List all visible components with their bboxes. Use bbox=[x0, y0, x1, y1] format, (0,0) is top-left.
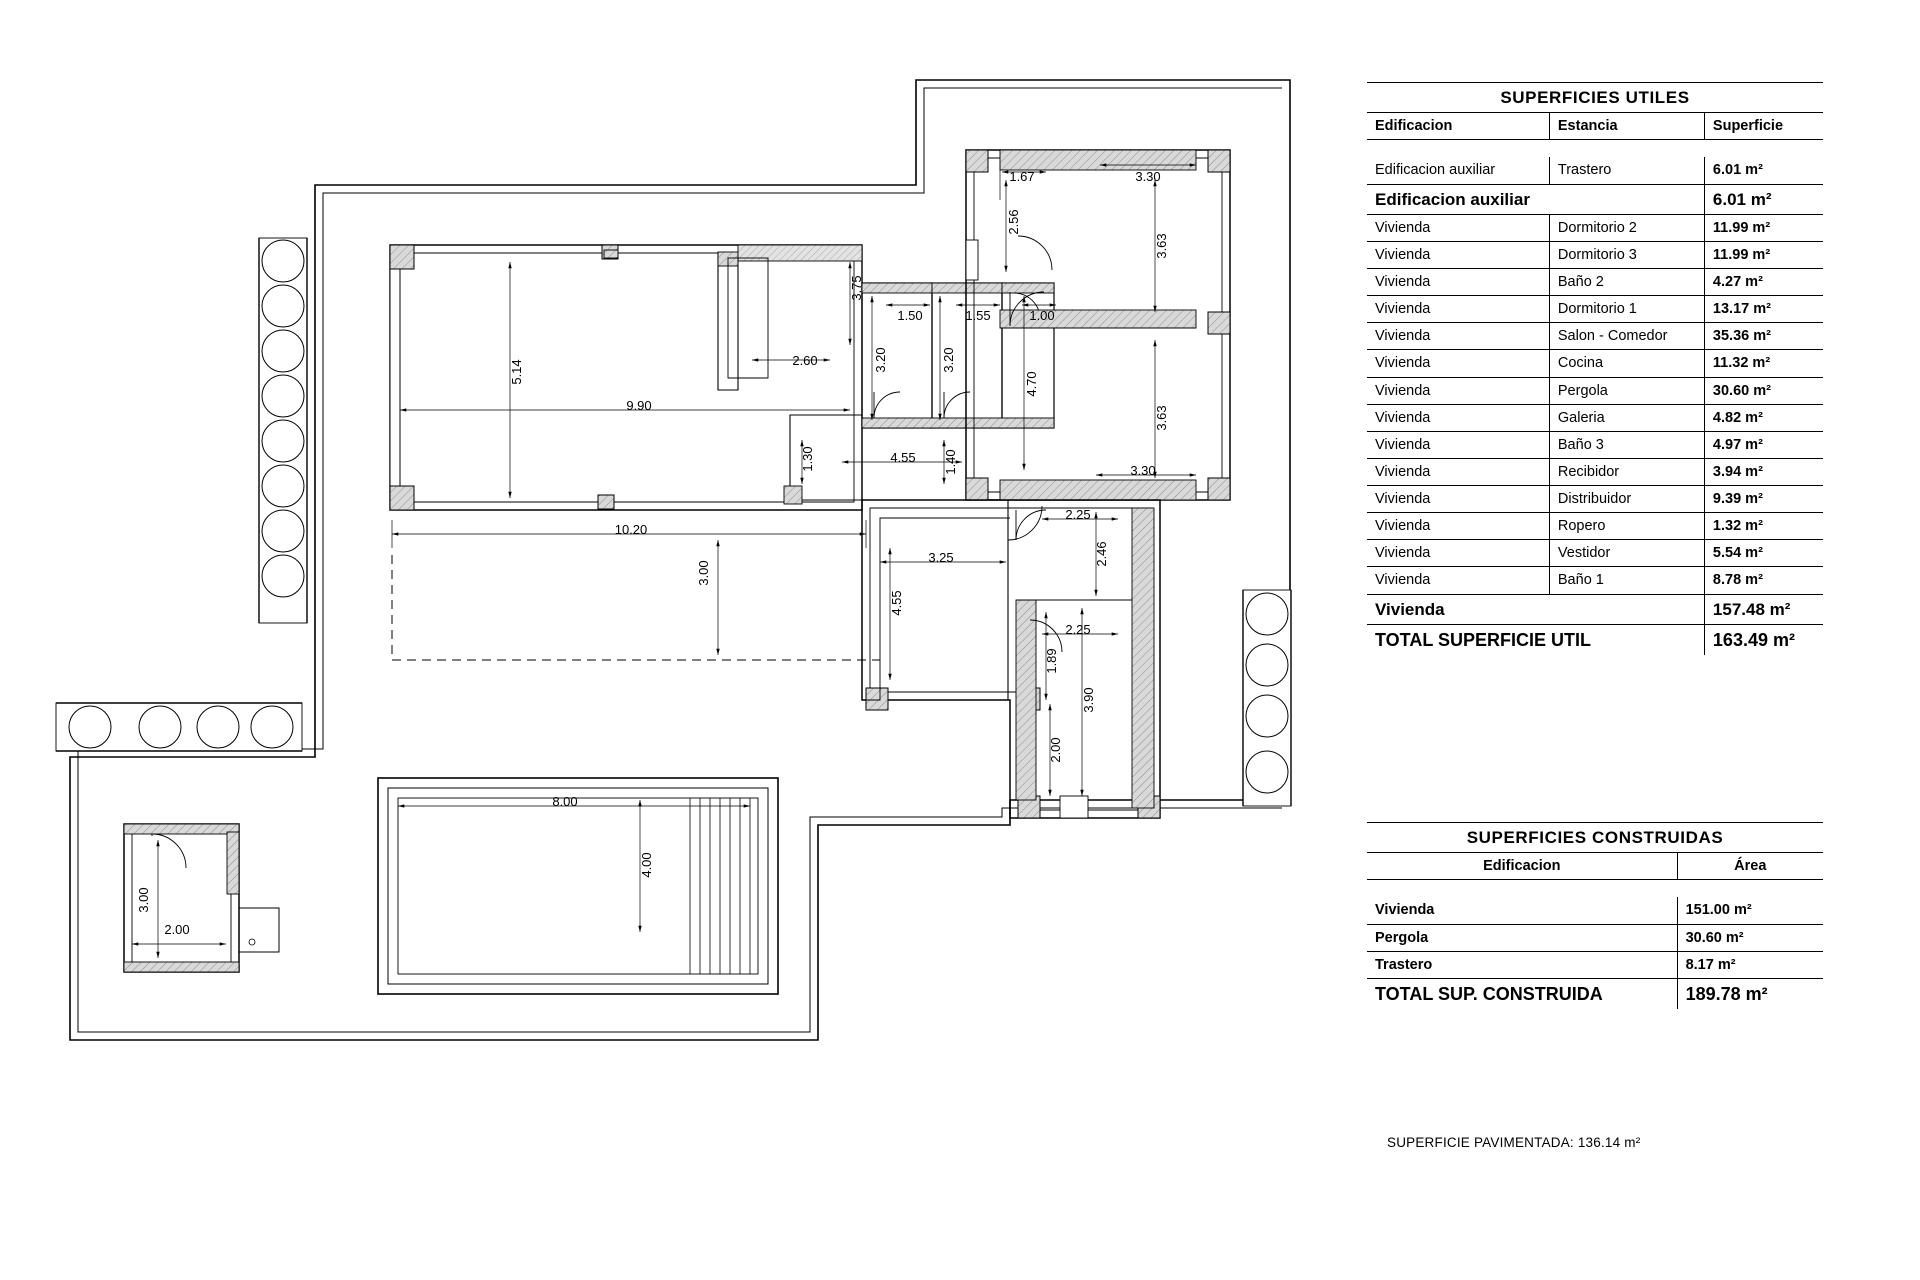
cell-estancia: Trastero bbox=[1549, 157, 1704, 184]
table-row bbox=[1367, 567, 1823, 594]
dimension-label: 2.60 bbox=[792, 353, 818, 368]
table-row bbox=[1367, 513, 1823, 540]
subtotal-row-vivienda bbox=[1367, 594, 1823, 624]
dimension-label: 2.00 bbox=[164, 922, 190, 937]
cell-estancia: Ropero bbox=[1549, 513, 1704, 540]
cell-edificacion: Vivienda bbox=[1367, 214, 1549, 241]
dimension-label: 1.50 bbox=[897, 308, 923, 323]
dimension-label: 8.00 bbox=[552, 794, 578, 809]
total-construidas-value: 189.78 m² bbox=[1677, 978, 1823, 1009]
cell-edificacion: Trastero bbox=[1367, 951, 1677, 978]
subtotal-vivienda-label: Vivienda bbox=[1367, 594, 1704, 624]
cell-estancia: Galeria bbox=[1549, 404, 1704, 431]
cell-edificacion: Vivienda bbox=[1367, 241, 1549, 268]
cell-estancia: Pergola bbox=[1549, 377, 1704, 404]
dimension-label: 4.55 bbox=[890, 450, 916, 465]
table-row bbox=[1367, 951, 1823, 978]
dimension-label: 1.30 bbox=[800, 446, 815, 472]
cell-superficie: 4.27 m² bbox=[1704, 269, 1823, 296]
cell-estancia: Baño 2 bbox=[1549, 269, 1704, 296]
cell-estancia: Vestidor bbox=[1549, 540, 1704, 567]
dimension-label: 4.70 bbox=[1024, 371, 1039, 397]
dimension-label: 2.25 bbox=[1065, 507, 1091, 522]
cell-edificacion: Vivienda bbox=[1367, 540, 1549, 567]
superficies-construidas-table bbox=[1367, 822, 1823, 1009]
dimension-label: 1.00 bbox=[1029, 308, 1055, 323]
dimension-label: 2.46 bbox=[1094, 541, 1109, 567]
table-row bbox=[1367, 323, 1823, 350]
cell-edificacion: Vivienda bbox=[1367, 269, 1549, 296]
subtotal-row-aux bbox=[1367, 184, 1823, 214]
construidas-header-edificacion: Edificacion bbox=[1367, 853, 1677, 880]
cell-estancia: Cocina bbox=[1549, 350, 1704, 377]
dimension-label: 3.30 bbox=[1135, 169, 1161, 184]
cell-edificacion: Vivienda bbox=[1367, 350, 1549, 377]
lower-right-wing bbox=[862, 500, 1160, 818]
cell-edificacion: Vivienda bbox=[1367, 567, 1549, 594]
right-wing-bedrooms bbox=[966, 150, 1230, 500]
dimension-label: 1.67 bbox=[1009, 169, 1035, 184]
cell-edificacion: Vivienda bbox=[1367, 323, 1549, 350]
dimension-label: 3.25 bbox=[928, 550, 954, 565]
table-row bbox=[1367, 404, 1823, 431]
cell-superficie: 35.36 m² bbox=[1704, 323, 1823, 350]
table-row bbox=[1367, 458, 1823, 485]
dimension-label: 3.30 bbox=[1130, 463, 1156, 478]
cell-superficie: 30.60 m² bbox=[1704, 377, 1823, 404]
tree-row-bottom-left bbox=[56, 703, 302, 751]
table-row bbox=[1367, 157, 1823, 184]
cell-estancia: Dormitorio 2 bbox=[1549, 214, 1704, 241]
cell-estancia: Recibidor bbox=[1549, 458, 1704, 485]
cell-area: 8.17 m² bbox=[1677, 951, 1823, 978]
dimension-label: 10.20 bbox=[614, 522, 648, 537]
dimension-label: 3.00 bbox=[136, 887, 151, 913]
table-row bbox=[1367, 897, 1823, 924]
cell-superficie: 11.99 m² bbox=[1704, 241, 1823, 268]
cell-superficie: 11.99 m² bbox=[1704, 214, 1823, 241]
utiles-title: SUPERFICIES UTILES bbox=[1367, 83, 1823, 113]
cell-area: 151.00 m² bbox=[1677, 897, 1823, 924]
tree-row-right bbox=[1243, 590, 1291, 806]
utiles-header-superficie: Superficie bbox=[1704, 113, 1823, 140]
cell-superficie: 4.97 m² bbox=[1704, 431, 1823, 458]
dimension-label: 3.20 bbox=[873, 347, 888, 373]
cell-estancia: Baño 3 bbox=[1549, 431, 1704, 458]
cell-superficie: 6.01 m² bbox=[1704, 157, 1823, 184]
dimension-label: 1.40 bbox=[943, 449, 958, 475]
subtotal-vivienda-value: 157.48 m² bbox=[1704, 594, 1823, 624]
cell-superficie: 9.39 m² bbox=[1704, 486, 1823, 513]
table-row bbox=[1367, 350, 1823, 377]
cell-edificacion: Vivienda bbox=[1367, 296, 1549, 323]
cell-edificacion: Vivienda bbox=[1367, 458, 1549, 485]
total-row-construidas bbox=[1367, 978, 1823, 1009]
cell-edificacion: Vivienda bbox=[1367, 513, 1549, 540]
total-construidas-label: TOTAL SUP. CONSTRUIDA bbox=[1375, 983, 1603, 1004]
total-utiles-label: TOTAL SUPERFICIE UTIL bbox=[1375, 629, 1592, 650]
dimension-label: 2.25 bbox=[1065, 622, 1091, 637]
cell-superficie: 1.32 m² bbox=[1704, 513, 1823, 540]
tree-row-left bbox=[259, 238, 307, 623]
cell-edificacion: Vivienda bbox=[1367, 897, 1677, 924]
cell-superficie: 3.94 m² bbox=[1704, 458, 1823, 485]
dimension-label: 9.90 bbox=[626, 398, 652, 413]
dimension-label: 3.63 bbox=[1154, 233, 1169, 259]
table-row bbox=[1367, 924, 1823, 951]
table-row bbox=[1367, 377, 1823, 404]
dimension-label: 4.00 bbox=[639, 852, 654, 878]
subtotal-aux-label: Edificacion auxiliar bbox=[1367, 184, 1704, 214]
dimension-label: 1.89 bbox=[1044, 648, 1059, 674]
table-row bbox=[1367, 269, 1823, 296]
cell-area: 30.60 m² bbox=[1677, 924, 1823, 951]
dimension-label: 3.00 bbox=[696, 560, 711, 586]
swimming-pool bbox=[378, 778, 778, 994]
construidas-header-area: Área bbox=[1677, 853, 1823, 880]
fixtures bbox=[604, 250, 768, 378]
dimension-label: 3.20 bbox=[941, 347, 956, 373]
cell-estancia: Salon - Comedor bbox=[1549, 323, 1704, 350]
cell-edificacion: Vivienda bbox=[1367, 404, 1549, 431]
cell-superficie: 4.82 m² bbox=[1704, 404, 1823, 431]
dimension-label: 1.55 bbox=[965, 308, 991, 323]
subtotal-aux-value: 6.01 m² bbox=[1704, 184, 1823, 214]
cell-edificacion: Edificacion auxiliar bbox=[1367, 157, 1549, 184]
dimension-label: 2.00 bbox=[1048, 737, 1063, 763]
table-row bbox=[1367, 241, 1823, 268]
superficies-utiles-table bbox=[1367, 82, 1823, 655]
superficie-pavimentada-note: SUPERFICIE PAVIMENTADA: 136.14 m² bbox=[1387, 1135, 1641, 1150]
table-row bbox=[1367, 540, 1823, 567]
cell-estancia: Distribuidor bbox=[1549, 486, 1704, 513]
cell-estancia: Baño 1 bbox=[1549, 567, 1704, 594]
table-row bbox=[1367, 431, 1823, 458]
dimension-label: 3.63 bbox=[1154, 405, 1169, 431]
pergola-outline bbox=[392, 555, 880, 660]
cell-edificacion: Vivienda bbox=[1367, 377, 1549, 404]
dimension-label: 4.55 bbox=[889, 590, 904, 616]
table-row bbox=[1367, 214, 1823, 241]
table-row bbox=[1367, 486, 1823, 513]
table-row bbox=[1367, 296, 1823, 323]
total-utiles-value: 163.49 m² bbox=[1704, 624, 1823, 655]
construidas-title: SUPERFICIES CONSTRUIDAS bbox=[1367, 823, 1823, 853]
distribuidor-block bbox=[784, 415, 862, 504]
cell-estancia: Dormitorio 1 bbox=[1549, 296, 1704, 323]
dimension-label: 3.75 bbox=[849, 275, 864, 301]
cell-edificacion: Pergola bbox=[1367, 924, 1677, 951]
cell-estancia: Dormitorio 3 bbox=[1549, 241, 1704, 268]
cell-edificacion: Vivienda bbox=[1367, 486, 1549, 513]
dimension-label: 2.56 bbox=[1006, 209, 1021, 235]
utiles-header-edificacion: Edificacion bbox=[1367, 113, 1549, 140]
dimension-label: 5.14 bbox=[509, 359, 524, 385]
salon-comedor-block bbox=[390, 245, 862, 510]
total-row-utiles bbox=[1367, 624, 1823, 655]
cell-superficie: 11.32 m² bbox=[1704, 350, 1823, 377]
cell-superficie: 5.54 m² bbox=[1704, 540, 1823, 567]
cell-superficie: 8.78 m² bbox=[1704, 567, 1823, 594]
cell-edificacion: Vivienda bbox=[1367, 431, 1549, 458]
dimension-label: 3.90 bbox=[1081, 687, 1096, 713]
cell-superficie: 13.17 m² bbox=[1704, 296, 1823, 323]
utiles-header-estancia: Estancia bbox=[1549, 113, 1704, 140]
